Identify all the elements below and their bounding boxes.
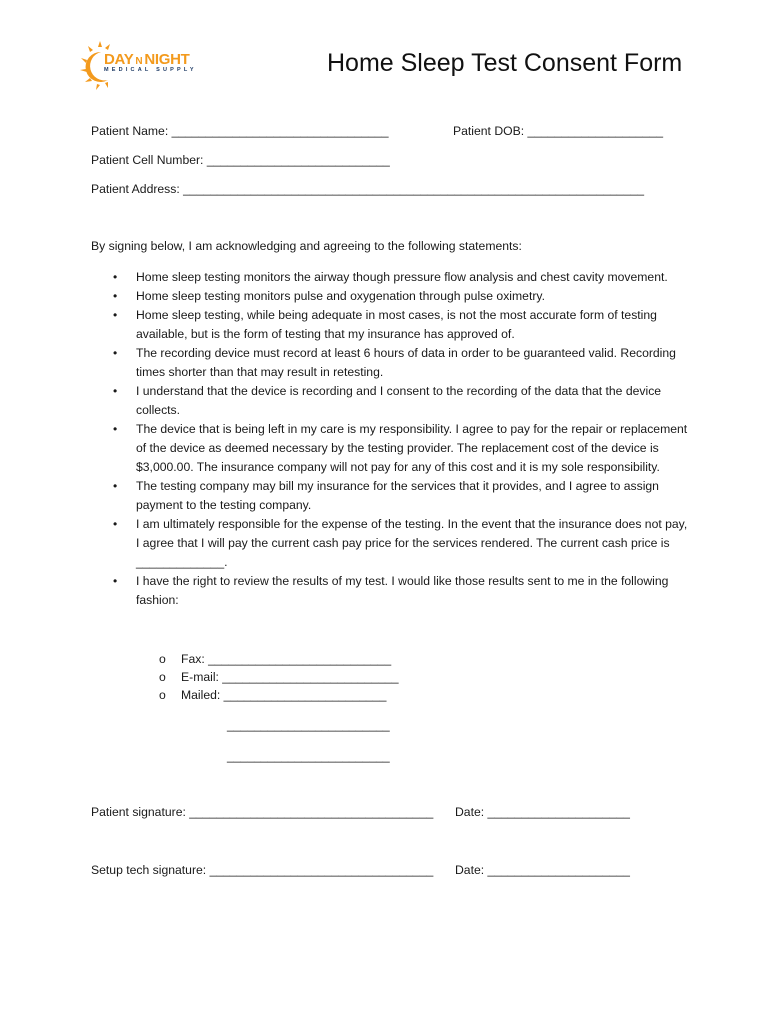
delivery-bullet: o (159, 688, 166, 702)
email-field[interactable]: E-mail: __________________________ (181, 670, 399, 684)
statement-item: • The testing company may bill my insurance for the services that it provides, and I agree to assign payment to the testing company. (108, 477, 688, 515)
patient-address-field[interactable]: Patient Address: ____________________________________________________________________ (91, 182, 645, 196)
mailed-line-3[interactable]: ________________________ (227, 749, 390, 763)
patient-dob-field[interactable]: Patient DOB: ____________________ (453, 124, 664, 138)
tech-signature-field[interactable]: Setup tech signature: _________________________________ (91, 863, 434, 877)
mailed-line-2[interactable]: ________________________ (227, 718, 390, 732)
delivery-bullet: o (159, 670, 166, 684)
delivery-bullet: o (159, 652, 166, 666)
statement-item: • Home sleep testing monitors pulse and oxygenation through pulse oximetry. (108, 287, 688, 306)
intro-text: By signing below, I am acknowledging and agreeing to the following statements: (91, 239, 522, 253)
statement-list (108, 268, 688, 610)
patient-date-field[interactable]: Date: _____________________ (455, 805, 630, 819)
form-title: Home Sleep Test Consent Form (327, 49, 683, 77)
logo-subtitle: MEDICAL SUPPLY (104, 67, 197, 73)
logo-n: N (135, 56, 143, 67)
patient-name-field[interactable]: Patient Name: ________________________________ (91, 124, 389, 138)
statement-item: • I understand that the device is recording and I consent to the recording of the data that the device collects. (108, 382, 688, 420)
logo-night: NIGHT (144, 51, 190, 68)
statement-item: • I am ultimately responsible for the expense of the testing. In the event that the insurance does not pay, I agree that I will pay the current cash pay price for the services rendered. The current cash price is _____________. (108, 515, 688, 572)
mailed-field[interactable]: Mailed: ________________________ (181, 688, 387, 702)
tech-date-field[interactable]: Date: _____________________ (455, 863, 630, 877)
statement-item: • I have the right to review the results of my test. I would like those results sent to me in the following fashion: (108, 572, 688, 610)
logo-text (104, 52, 197, 74)
statement-item: • The device that is being left in my care is my responsibility. I agree to pay for the repair or replacement of the device as deemed necessary by the testing provider. The replacement cost of the device is $3,000.00. The insurance company will not pay for any of this cost and it is my sole responsibility. (108, 420, 688, 477)
fax-field[interactable]: Fax: ___________________________ (181, 652, 392, 666)
logo-day: DAY (104, 51, 134, 68)
patient-signature-field[interactable]: Patient signature: ____________________________________ (91, 805, 434, 819)
statement-item: • Home sleep testing monitors the airway though pressure flow analysis and chest cavity movement. (108, 268, 688, 287)
statement-item: • Home sleep testing, while being adequate in most cases, is not the most accurate form of testing available, but is the form of testing that my insurance has approved of. (108, 306, 688, 344)
statement-item: • The recording device must record at least 6 hours of data in order to be guaranteed valid. Recording times shorter than that may result in retesting. (108, 344, 688, 382)
patient-cell-field[interactable]: Patient Cell Number: ___________________________ (91, 153, 390, 167)
